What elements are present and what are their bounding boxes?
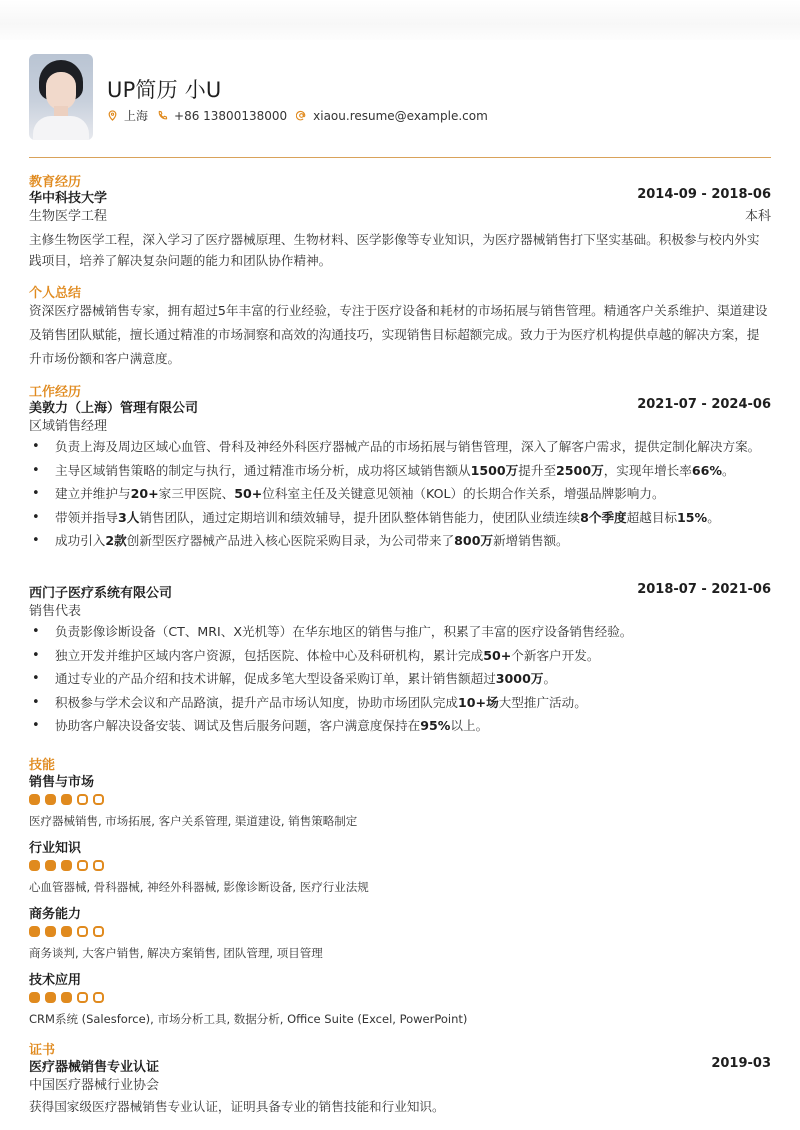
rating-dot-empty-icon	[93, 860, 104, 871]
contact-phone: +86 13800138000	[157, 109, 287, 123]
education-dates: 2014-09 - 2018-06	[637, 187, 771, 202]
skill-rating	[29, 794, 109, 805]
section-title-summary: 个人总结	[29, 286, 82, 301]
contact-location: 上海	[107, 107, 148, 124]
phone-icon	[157, 110, 168, 121]
job-title: 区域销售经理	[29, 419, 108, 434]
company-name: 美敦力（上海）管理有限公司	[29, 401, 199, 416]
skill-keywords: 心血管器械, 骨科器械, 神经外科器械, 影像诊断设备, 医疗行业法规	[29, 880, 369, 894]
job-dates: 2018-07 - 2021-06	[637, 582, 771, 597]
skill-rating	[29, 860, 109, 871]
job-header-2	[29, 582, 771, 601]
rating-dot-filled-icon	[45, 860, 56, 871]
rating-dot-filled-icon	[61, 926, 72, 937]
certificate-entry	[29, 1056, 771, 1075]
certificate-date: 2019-03	[711, 1056, 771, 1071]
job-bullet: • 带领并指导3人销售团队，通过定期培训和绩效辅导，提升团队整体销售能力，使团队业绩连续8个季度超越目标15%。	[29, 509, 771, 527]
rating-dot-filled-icon	[45, 794, 56, 805]
rating-dot-empty-icon	[93, 926, 104, 937]
rating-dot-filled-icon	[45, 992, 56, 1003]
skill-keywords: CRM系统 (Salesforce), 市场分析工具, 数据分析, Office Suite (Excel, PowerPoint)	[29, 1012, 468, 1026]
skill-name: 销售与市场	[29, 775, 95, 790]
job-bullets-2	[29, 623, 771, 741]
rating-dot-empty-icon	[93, 794, 104, 805]
contact-info	[107, 107, 497, 124]
job-bullet: • 通过专业的产品介绍和技术讲解，促成多笔大型设备采购订单，累计销售额超过3000万。	[29, 670, 771, 688]
rating-dot-filled-icon	[61, 860, 72, 871]
rating-dot-empty-icon	[77, 860, 88, 871]
job-role-1	[29, 415, 771, 434]
rating-dot-filled-icon	[45, 926, 56, 937]
major: 生物医学工程	[29, 209, 108, 224]
job-role-2	[29, 600, 771, 619]
job-title: 销售代表	[29, 604, 82, 619]
skill-name: 行业知识	[29, 841, 82, 856]
skill-keywords: 商务谈判, 大客户销售, 解决方案销售, 团队管理, 项目管理	[29, 946, 323, 960]
skill-rating	[29, 926, 109, 937]
page-top-shadow	[0, 0, 800, 40]
company-name: 西门子医疗系统有限公司	[29, 586, 173, 601]
education-entry	[29, 187, 771, 206]
job-dates: 2021-07 - 2024-06	[637, 397, 771, 412]
job-bullet: • 负责影像诊断设备（CT、MRI、X光机等）在华东地区的销售与推广，积累了丰富的医疗设备销售经验。	[29, 623, 771, 641]
rating-dot-filled-icon	[29, 992, 40, 1003]
location-pin-icon	[107, 110, 118, 121]
job-bullet: • 积极参与学术会议和产品路演，提升产品市场认知度，协助市场团队完成10+场大型推广活动。	[29, 694, 771, 712]
rating-dot-filled-icon	[61, 992, 72, 1003]
at-sign-icon	[296, 110, 307, 121]
job-bullets-1	[29, 438, 771, 556]
degree: 本科	[744, 209, 771, 224]
section-title-work: 工作经历	[29, 385, 82, 400]
job-header-1	[29, 397, 771, 416]
job-bullet: • 协助客户解决设备安装、调试及售后服务问题，客户满意度保持在95%以上。	[29, 717, 771, 735]
job-bullet: • 独立开发并维护区域内客户资源，包括医院、体检中心及科研机构，累计完成50+个新客户开发。	[29, 647, 771, 665]
skill-keywords: 医疗器械销售, 市场拓展, 客户关系管理, 渠道建设, 销售策略制定	[29, 814, 358, 828]
candidate-name: UP简历 小U	[107, 78, 222, 102]
job-bullet: • 建立并维护与20+家三甲医院、50+位科室主任及关键意见领袖（KOL）的长期合作关系，增强品牌影响力。	[29, 485, 771, 503]
school-name: 华中科技大学	[29, 191, 108, 206]
section-title-skills: 技能	[29, 758, 56, 773]
skill-name: 商务能力	[29, 907, 82, 922]
rating-dot-filled-icon	[29, 860, 40, 871]
header-divider	[29, 157, 771, 158]
certificate-name: 医疗器械销售专业认证	[29, 1060, 160, 1075]
job-bullet: • 成功引入2款创新型医疗器械产品进入核心医院采购目录，为公司带来了800万新增销售额。	[29, 532, 771, 550]
section-title-certificates: 证书	[29, 1043, 56, 1058]
certificate-issuer-row	[29, 1074, 771, 1093]
rating-dot-filled-icon	[29, 794, 40, 805]
rating-dot-empty-icon	[77, 992, 88, 1003]
avatar	[29, 54, 93, 140]
rating-dot-filled-icon	[61, 794, 72, 805]
contact-email[interactable]: xiaou.resume@example.com	[296, 109, 488, 123]
skill-name: 技术应用	[29, 973, 82, 988]
resume-header	[29, 54, 771, 140]
rating-dot-empty-icon	[77, 794, 88, 805]
certificate-issuer: 中国医疗器械行业协会	[29, 1078, 160, 1093]
skill-rating	[29, 992, 109, 1003]
education-detail	[29, 205, 771, 224]
education-description: 主修生物医学工程，深入学习了医疗器械原理、生物材料、医学影像等专业知识，为医疗器械销售打下坚实基础。积极参与校内外实践项目，培养了解决复杂问题的能力和团队协作精神。	[29, 232, 760, 268]
certificate-description: 获得国家级医疗器械销售专业认证，证明具备专业的销售技能和行业知识。	[29, 1099, 445, 1114]
rating-dot-empty-icon	[77, 926, 88, 937]
rating-dot-filled-icon	[29, 926, 40, 937]
rating-dot-empty-icon	[93, 992, 104, 1003]
job-bullet: • 负责上海及周边区域心血管、骨科及神经外科医疗器械产品的市场拓展与销售管理，深入了解客户需求，提供定制化解决方案。	[29, 438, 771, 456]
summary-text: 资深医疗器械销售专家，拥有超过5年丰富的行业经验，专注于医疗设备和耗材的市场拓展与销售管理。精通客户关系维护、渠道建设及销售团队赋能，擅长通过精准的市场洞察和高效的沟通技巧，实现销售目标超额完成。致力于为医疗机构提供卓越的解决方案，提升市场份额和客户满意度。	[29, 303, 768, 366]
section-title-education: 教育经历	[29, 175, 82, 190]
job-bullet: • 主导区域销售策略的制定与执行，通过精准市场分析，成功将区域销售额从1500万提升至2500万，实现年增长率66%。	[29, 462, 771, 480]
